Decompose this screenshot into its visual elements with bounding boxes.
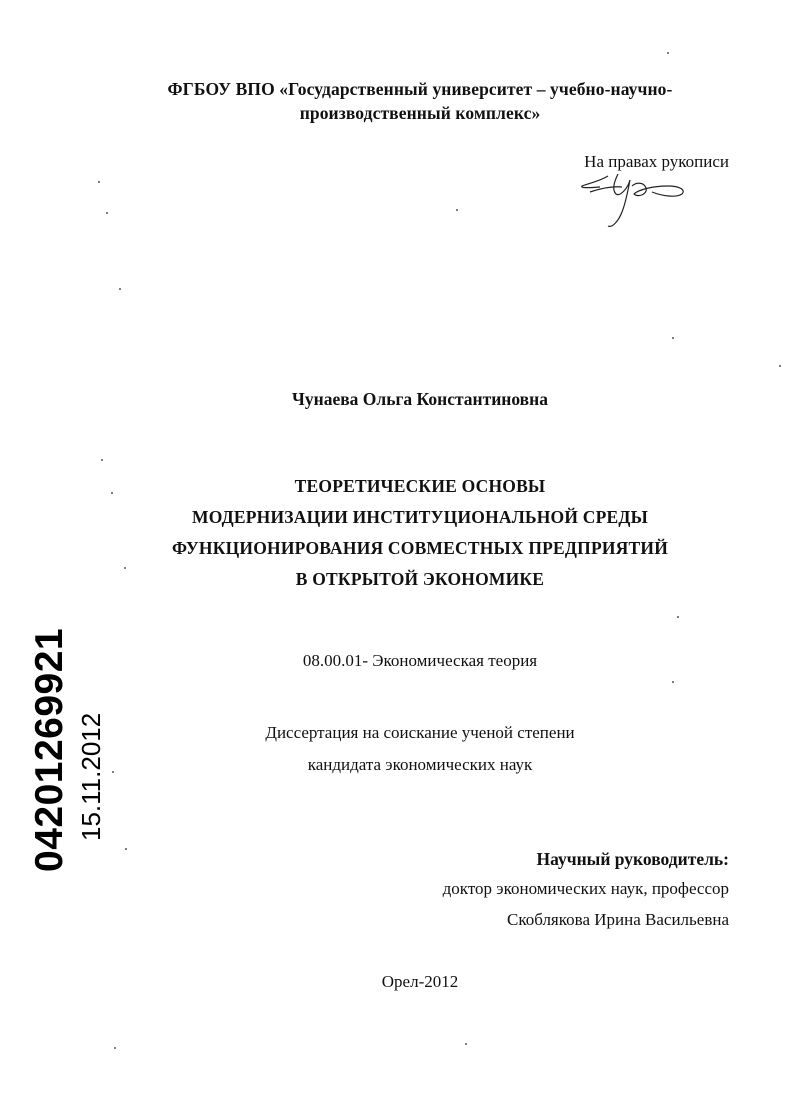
institution-line-1: ФГБОУ ВПО «Государственный университет – учебно-научно- [167, 79, 673, 99]
scan-speck [672, 337, 674, 339]
title-line-4: В ОТКРЫТОЙ ЭКОНОМИКЕ [295, 569, 545, 589]
supervisor-name: Скоблякова Ирина Васильевна [506, 910, 729, 929]
dissertation-line-2: кандидата экономических наук [307, 755, 533, 774]
scan-speck [677, 616, 679, 618]
scan-speck [114, 1047, 116, 1049]
place-year: Орел-2012 [381, 972, 459, 991]
scan-speck [98, 181, 100, 183]
scan-speck [106, 212, 108, 214]
scan-speck [112, 771, 114, 773]
scan-speck [779, 365, 781, 367]
signature-icon [578, 170, 690, 232]
dissertation-line-1: Диссертация на соискание ученой степени [265, 723, 575, 742]
scan-speck [672, 681, 674, 683]
scan-speck [667, 52, 669, 54]
scan-speck [456, 209, 458, 211]
title-line-3: ФУНКЦИОНИРОВАНИЯ СОВМЕСТНЫХ ПРЕДПРИЯТИЙ [171, 538, 669, 558]
supervisor-degree: доктор экономических наук, профессор [442, 879, 729, 898]
scan-speck [465, 1043, 467, 1045]
manuscript-note: На правах рукописи [584, 152, 729, 171]
institution-line-2: производственный комплекс» [299, 103, 541, 123]
scan-speck [101, 459, 103, 461]
specialty-code: 08.00.01- Экономическая теория [302, 651, 538, 670]
scan-speck [125, 848, 127, 850]
stamp-number: 04201269921 [28, 627, 71, 872]
supervisor-label: Научный руководитель: [536, 849, 729, 869]
author-name: Чунаева Ольга Константиновна [292, 389, 548, 409]
title-line-1: ТЕОРЕТИЧЕСКИЕ ОСНОВЫ [294, 476, 546, 496]
scan-speck [124, 567, 126, 569]
scan-speck [119, 288, 121, 290]
title-line-2: МОДЕРНИЗАЦИИ ИНСТИТУЦИОНАЛЬНОЙ СРЕДЫ [192, 507, 648, 527]
scan-speck [111, 492, 113, 494]
stamp-date: 15.11.2012 [76, 712, 106, 841]
